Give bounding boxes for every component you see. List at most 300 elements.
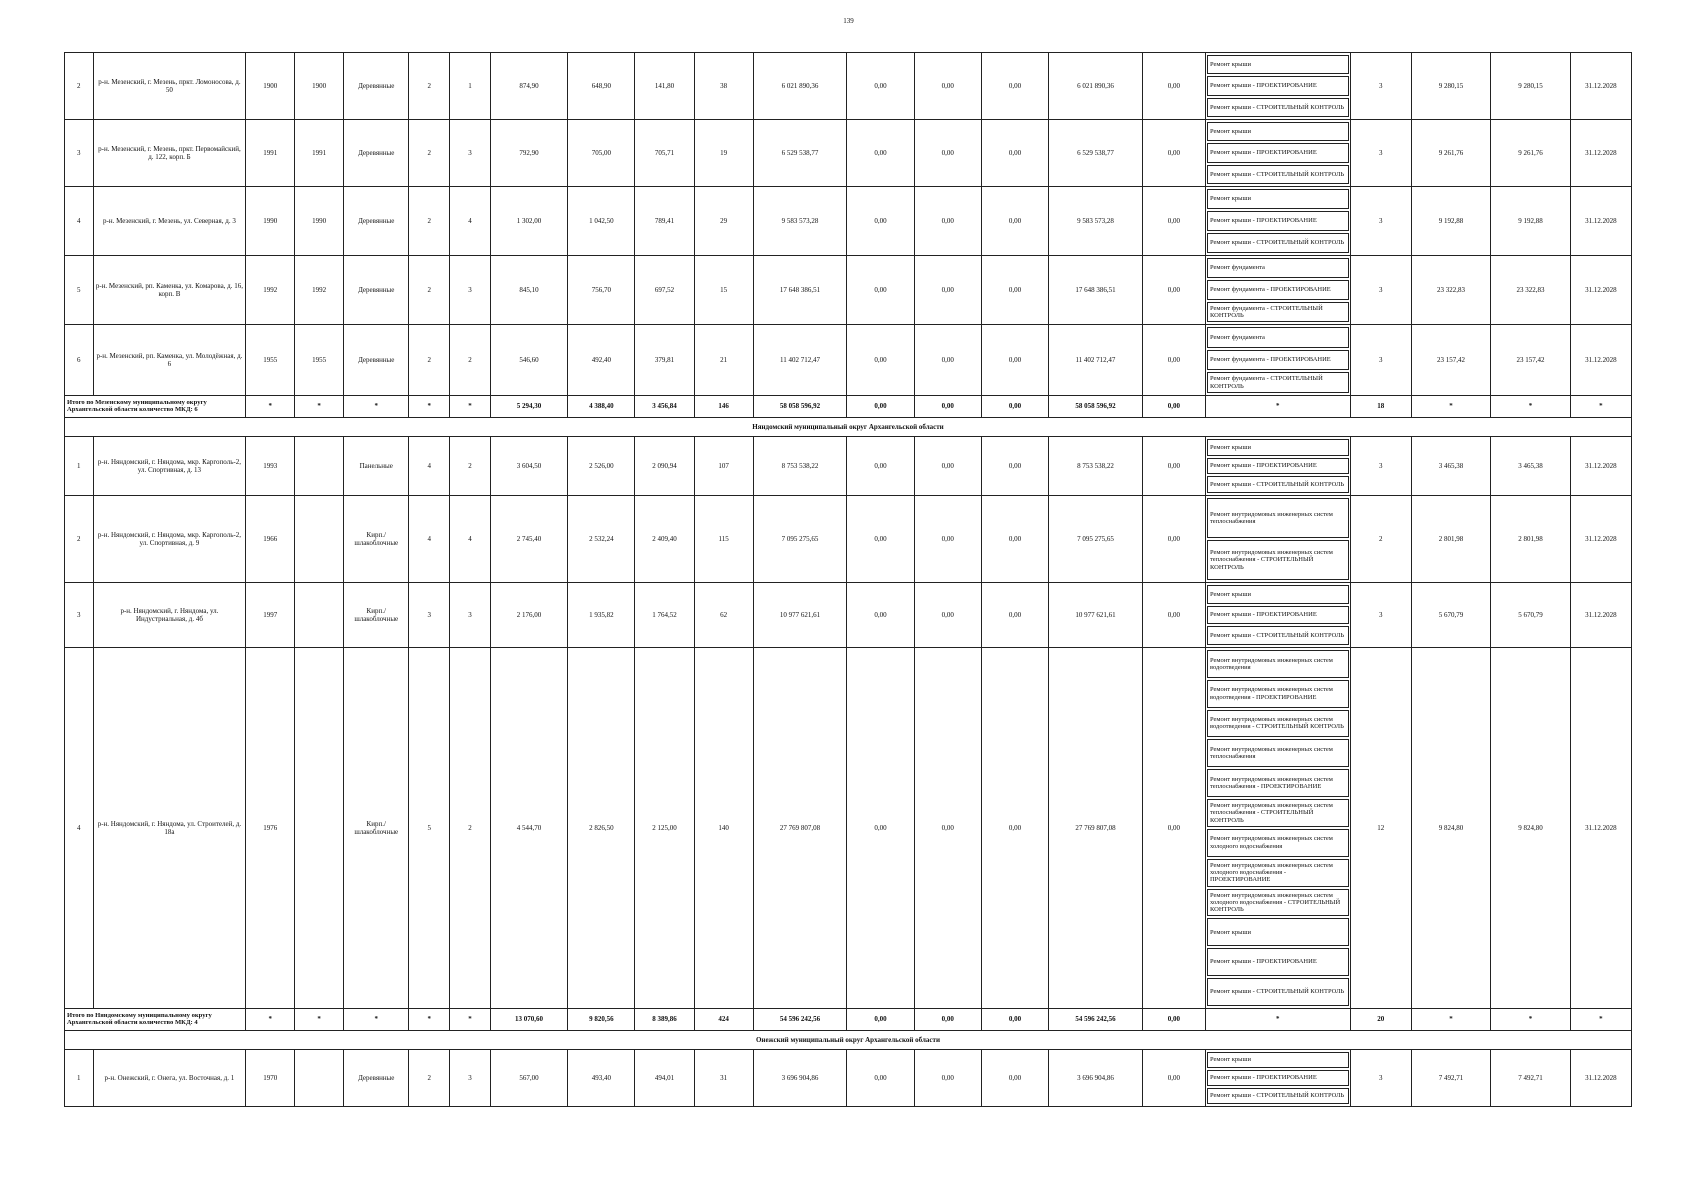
cell-fund-regional: 0,00 xyxy=(914,495,981,582)
cell-n: 4 xyxy=(65,647,94,1008)
section-header-row xyxy=(65,417,1632,436)
section-header: Няндомский муниципальный округ Архангельской области xyxy=(65,417,1632,436)
work-item: Ремонт крыши xyxy=(1207,918,1349,946)
works-list xyxy=(1205,324,1350,395)
total-dash: * xyxy=(1411,395,1490,417)
work-item: Ремонт крыши xyxy=(1207,439,1349,456)
cell-entrances: 3 xyxy=(450,119,491,186)
total-area-total: 9 820,56 xyxy=(568,1008,635,1030)
cell-deadline: 31.12.2028 xyxy=(1570,119,1631,186)
cell-fund-regional: 0,00 xyxy=(914,324,981,395)
cell-commissioned: 1955 xyxy=(295,324,344,395)
cell-fund-other: 0,00 xyxy=(1142,582,1205,647)
work-item: Ремонт фундамента xyxy=(1207,327,1349,348)
cell-fund-regional: 0,00 xyxy=(914,1049,981,1106)
cell-material: Деревянные xyxy=(344,186,409,255)
table-row xyxy=(65,495,1632,582)
total-label: Итого по Няндомскому муниципальному округу Архангельской области количество МКД: 4 xyxy=(65,1008,246,1030)
table-row xyxy=(65,119,1632,186)
total-fund-owners: 54 596 242,56 xyxy=(1049,1008,1143,1030)
cell-area-total: 705,00 xyxy=(568,119,635,186)
cell-unit-cost: 9 280,15 xyxy=(1411,53,1490,120)
cell-cost-total: 9 583 573,28 xyxy=(753,186,847,255)
cell-fund-other: 0,00 xyxy=(1142,436,1205,495)
table-body xyxy=(65,53,1632,1107)
work-item: Ремонт внутридомовых инженерных систем холодного водоснабжения - СТРОИТЕЛЬНЫЙ КОНТРОЛЬ xyxy=(1207,889,1349,917)
cell-n: 1 xyxy=(65,436,94,495)
works-list xyxy=(1205,119,1350,186)
cell-works-count: 12 xyxy=(1350,647,1411,1008)
total-dash: * xyxy=(295,395,344,417)
cell-floors: 3 xyxy=(409,582,450,647)
work-item: Ремонт внутридомовых инженерных систем теплоснабжения - ПРОЕКТИРОВАНИЕ xyxy=(1207,769,1349,797)
cell-limit-cost: 7 492,71 xyxy=(1491,1049,1570,1106)
cell-area-residential: 697,52 xyxy=(635,255,694,324)
cell-fund-other: 0,00 xyxy=(1142,186,1205,255)
cell-n: 3 xyxy=(65,582,94,647)
cell-limit-cost: 9 192,88 xyxy=(1491,186,1570,255)
cell-fund-owners: 10 977 621,61 xyxy=(1049,582,1143,647)
cell-works-count: 3 xyxy=(1350,53,1411,120)
total-dash: * xyxy=(1411,1008,1490,1030)
cell-built: 1900 xyxy=(246,53,295,120)
work-item: Ремонт внутридомовых инженерных систем холодного водоснабжения xyxy=(1207,829,1349,857)
cell-commissioned: 1990 xyxy=(295,186,344,255)
total-dash: * xyxy=(1205,395,1350,417)
cell-total-area: 2 745,40 xyxy=(490,495,567,582)
cell-fund-federal: 0,00 xyxy=(847,255,914,324)
cell-area-total: 492,40 xyxy=(568,324,635,395)
cell-area-residential: 141,80 xyxy=(635,53,694,120)
cell-area-residential: 2 409,40 xyxy=(635,495,694,582)
cell-total-area: 2 176,00 xyxy=(490,582,567,647)
total-fund-regional: 0,00 xyxy=(914,395,981,417)
total-residents: 146 xyxy=(694,395,753,417)
cell-deadline: 31.12.2028 xyxy=(1570,255,1631,324)
cell-floors: 4 xyxy=(409,436,450,495)
cell-built: 1976 xyxy=(246,647,295,1008)
work-item: Ремонт крыши - ПРОЕКТИРОВАНИЕ xyxy=(1207,143,1349,162)
cell-deadline: 31.12.2028 xyxy=(1570,324,1631,395)
section-header: Онежский муниципальный округ Архангельской области xyxy=(65,1030,1632,1049)
cell-area-total: 2 532,24 xyxy=(568,495,635,582)
cell-built: 1970 xyxy=(246,1049,295,1106)
total-dash: * xyxy=(450,395,491,417)
works-list xyxy=(1205,647,1350,1008)
total-area-total: 4 388,40 xyxy=(568,395,635,417)
work-item: Ремонт крыши - СТРОИТЕЛЬНЫЙ КОНТРОЛЬ xyxy=(1207,476,1349,493)
cell-works-count: 2 xyxy=(1350,495,1411,582)
cell-unit-cost: 23 322,83 xyxy=(1411,255,1490,324)
cell-fund-regional: 0,00 xyxy=(914,436,981,495)
work-item: Ремонт фундамента - ПРОЕКТИРОВАНИЕ xyxy=(1207,280,1349,300)
cell-built: 1990 xyxy=(246,186,295,255)
cell-total-area: 874,90 xyxy=(490,53,567,120)
work-item: Ремонт крыши - ПРОЕКТИРОВАНИЕ xyxy=(1207,76,1349,95)
total-residents: 424 xyxy=(694,1008,753,1030)
cell-fund-local: 0,00 xyxy=(981,647,1048,1008)
works-list xyxy=(1205,186,1350,255)
work-item: Ремонт крыши - ПРОЕКТИРОВАНИЕ xyxy=(1207,1070,1349,1086)
works-list xyxy=(1205,255,1350,324)
works-list xyxy=(1205,436,1350,495)
work-item: Ремонт фундамента - ПРОЕКТИРОВАНИЕ xyxy=(1207,350,1349,371)
cell-address: р-н. Няндомский, г. Няндома, ул. Индустриальная, д. 4б xyxy=(93,582,246,647)
cell-unit-cost: 7 492,71 xyxy=(1411,1049,1490,1106)
total-dash: * xyxy=(344,1008,409,1030)
cell-entrances: 2 xyxy=(450,436,491,495)
cell-floors: 5 xyxy=(409,647,450,1008)
total-dash: * xyxy=(450,1008,491,1030)
cell-fund-owners: 8 753 538,22 xyxy=(1049,436,1143,495)
cell-area-total: 756,70 xyxy=(568,255,635,324)
cell-unit-cost: 5 670,79 xyxy=(1411,582,1490,647)
work-item: Ремонт внутридомовых инженерных систем теплоснабжения xyxy=(1207,739,1349,767)
cell-total-area: 4 544,70 xyxy=(490,647,567,1008)
works-list xyxy=(1205,1049,1350,1106)
work-item: Ремонт крыши xyxy=(1207,122,1349,141)
cell-residents: 31 xyxy=(694,1049,753,1106)
cell-area-residential: 2 125,00 xyxy=(635,647,694,1008)
table-row xyxy=(65,436,1632,495)
work-item: Ремонт крыши xyxy=(1207,55,1349,74)
cell-fund-federal: 0,00 xyxy=(847,582,914,647)
work-item: Ремонт крыши xyxy=(1207,1052,1349,1068)
cell-residents: 21 xyxy=(694,324,753,395)
work-item: Ремонт внутридомовых инженерных систем водоотведения - ПРОЕКТИРОВАНИЕ xyxy=(1207,680,1349,708)
work-item: Ремонт крыши - СТРОИТЕЛЬНЫЙ КОНТРОЛЬ xyxy=(1207,1088,1349,1104)
work-item: Ремонт крыши - ПРОЕКТИРОВАНИЕ xyxy=(1207,948,1349,976)
cell-residents: 19 xyxy=(694,119,753,186)
total-dash: * xyxy=(409,395,450,417)
cell-built: 1993 xyxy=(246,436,295,495)
total-works-count: 18 xyxy=(1350,395,1411,417)
work-item: Ремонт внутридомовых инженерных систем водоотведения - СТРОИТЕЛЬНЫЙ КОНТРОЛЬ xyxy=(1207,710,1349,738)
cell-fund-federal: 0,00 xyxy=(847,495,914,582)
cell-fund-owners: 11 402 712,47 xyxy=(1049,324,1143,395)
cell-total-area: 3 604,50 xyxy=(490,436,567,495)
cell-cost-total: 10 977 621,61 xyxy=(753,582,847,647)
cell-unit-cost: 9 824,80 xyxy=(1411,647,1490,1008)
cell-n: 1 xyxy=(65,1049,94,1106)
cell-commissioned xyxy=(295,495,344,582)
cell-fund-local: 0,00 xyxy=(981,324,1048,395)
cell-commissioned: 1991 xyxy=(295,119,344,186)
cell-address: р-н. Онежский, г. Онега, ул. Восточная, д. 1 xyxy=(93,1049,246,1106)
cell-address: р-н. Мезенский, г. Мезень, пркт. Ломоносова, д. 50 xyxy=(93,53,246,120)
total-area-residential: 8 389,86 xyxy=(635,1008,694,1030)
cell-commissioned xyxy=(295,436,344,495)
cell-limit-cost: 3 465,38 xyxy=(1491,436,1570,495)
work-item: Ремонт крыши xyxy=(1207,189,1349,209)
work-item: Ремонт крыши - ПРОЕКТИРОВАНИЕ xyxy=(1207,606,1349,625)
cell-address: р-н. Няндомский, г. Няндома, мкр. Каргополь-2, ул. Спортивная, д. 9 xyxy=(93,495,246,582)
work-item: Ремонт фундамента - СТРОИТЕЛЬНЫЙ КОНТРОЛЬ xyxy=(1207,372,1349,393)
cell-limit-cost: 5 670,79 xyxy=(1491,582,1570,647)
cell-entrances: 4 xyxy=(450,495,491,582)
work-item: Ремонт фундамента - СТРОИТЕЛЬНЫЙ КОНТРОЛЬ xyxy=(1207,302,1349,322)
work-item: Ремонт внутридомовых инженерных систем теплоснабжения - СТРОИТЕЛЬНЫЙ КОНТРОЛЬ xyxy=(1207,540,1349,580)
total-dash: * xyxy=(1570,395,1631,417)
total-dash: * xyxy=(295,1008,344,1030)
total-dash: * xyxy=(409,1008,450,1030)
work-item: Ремонт крыши - ПРОЕКТИРОВАНИЕ xyxy=(1207,458,1349,475)
cell-cost-total: 11 402 712,47 xyxy=(753,324,847,395)
cell-area-total: 2 826,50 xyxy=(568,647,635,1008)
total-total-area: 5 294,30 xyxy=(490,395,567,417)
cell-floors: 4 xyxy=(409,495,450,582)
cell-built: 1966 xyxy=(246,495,295,582)
cell-address: р-н. Няндомский, г. Няндома, мкр. Каргополь-2, ул. Спортивная, д. 13 xyxy=(93,436,246,495)
cell-fund-other: 0,00 xyxy=(1142,495,1205,582)
cell-n: 6 xyxy=(65,324,94,395)
cell-area-residential: 494,01 xyxy=(635,1049,694,1106)
cell-address: р-н. Мезенский, рп. Каменка, ул. Комарова, д. 16, корп. В xyxy=(93,255,246,324)
cell-total-area: 1 302,00 xyxy=(490,186,567,255)
cell-cost-total: 6 529 538,77 xyxy=(753,119,847,186)
cell-fund-local: 0,00 xyxy=(981,1049,1048,1106)
cell-cost-total: 27 769 807,08 xyxy=(753,647,847,1008)
table-row xyxy=(65,582,1632,647)
cell-material: Кирп./ шлакоблочные xyxy=(344,582,409,647)
cell-built: 1992 xyxy=(246,255,295,324)
cell-fund-regional: 0,00 xyxy=(914,647,981,1008)
cell-unit-cost: 9 192,88 xyxy=(1411,186,1490,255)
total-fund-other: 0,00 xyxy=(1142,395,1205,417)
cell-fund-owners: 9 583 573,28 xyxy=(1049,186,1143,255)
cell-material: Кирп./ шлакоблочные xyxy=(344,647,409,1008)
cell-fund-regional: 0,00 xyxy=(914,186,981,255)
cell-commissioned xyxy=(295,647,344,1008)
section-header-row xyxy=(65,1030,1632,1049)
cell-fund-federal: 0,00 xyxy=(847,436,914,495)
cell-residents: 29 xyxy=(694,186,753,255)
total-fund-owners: 58 058 596,92 xyxy=(1049,395,1143,417)
cell-fund-owners: 6 529 538,77 xyxy=(1049,119,1143,186)
cell-total-area: 546,60 xyxy=(490,324,567,395)
cell-address: р-н. Мезенский, рп. Каменка, ул. Молодёжная, д. 6 xyxy=(93,324,246,395)
work-item: Ремонт внутридомовых инженерных систем теплоснабжения - СТРОИТЕЛЬНЫЙ КОНТРОЛЬ xyxy=(1207,799,1349,827)
cell-limit-cost: 23 157,42 xyxy=(1491,324,1570,395)
cell-material: Деревянные xyxy=(344,1049,409,1106)
cell-area-residential: 705,71 xyxy=(635,119,694,186)
cell-works-count: 3 xyxy=(1350,1049,1411,1106)
cell-material: Деревянные xyxy=(344,119,409,186)
cell-entrances: 2 xyxy=(450,647,491,1008)
cell-limit-cost: 9 261,76 xyxy=(1491,119,1570,186)
register-table-container xyxy=(64,52,1632,1107)
total-label: Итого по Мезенскому муниципальному округу Архангельской области количество МКД: 6 xyxy=(65,395,246,417)
cell-area-total: 493,40 xyxy=(568,1049,635,1106)
table-row xyxy=(65,647,1632,1008)
total-total-area: 13 070,60 xyxy=(490,1008,567,1030)
cell-area-residential: 2 090,94 xyxy=(635,436,694,495)
cell-limit-cost: 23 322,83 xyxy=(1491,255,1570,324)
cell-address: р-н. Мезенский, г. Мезень, пркт. Первомайский, д. 122, корп. Б xyxy=(93,119,246,186)
table-row xyxy=(65,1049,1632,1106)
cell-entrances: 4 xyxy=(450,186,491,255)
table-row xyxy=(65,255,1632,324)
cell-commissioned: 1992 xyxy=(295,255,344,324)
total-dash: * xyxy=(1570,1008,1631,1030)
works-list xyxy=(1205,582,1350,647)
cell-n: 4 xyxy=(65,186,94,255)
cell-unit-cost: 2 801,98 xyxy=(1411,495,1490,582)
cell-works-count: 3 xyxy=(1350,255,1411,324)
cell-commissioned xyxy=(295,582,344,647)
cell-area-total: 1 042,50 xyxy=(568,186,635,255)
cell-material: Кирп./ шлакоблочные xyxy=(344,495,409,582)
total-dash: * xyxy=(246,395,295,417)
total-dash: * xyxy=(1205,1008,1350,1030)
cell-fund-local: 0,00 xyxy=(981,495,1048,582)
cell-deadline: 31.12.2028 xyxy=(1570,647,1631,1008)
cell-fund-federal: 0,00 xyxy=(847,324,914,395)
cell-fund-owners: 6 021 890,36 xyxy=(1049,53,1143,120)
work-item: Ремонт внутридомовых инженерных систем теплоснабжения xyxy=(1207,498,1349,538)
register-table xyxy=(64,52,1632,1107)
cell-residents: 38 xyxy=(694,53,753,120)
total-row xyxy=(65,1008,1632,1030)
total-works-count: 20 xyxy=(1350,1008,1411,1030)
cell-fund-regional: 0,00 xyxy=(914,582,981,647)
cell-entrances: 3 xyxy=(450,255,491,324)
work-item: Ремонт крыши - ПРОЕКТИРОВАНИЕ xyxy=(1207,211,1349,231)
cell-fund-federal: 0,00 xyxy=(847,186,914,255)
cell-fund-federal: 0,00 xyxy=(847,647,914,1008)
table-row xyxy=(65,186,1632,255)
work-item: Ремонт внутридомовых инженерных систем холодного водоснабжения - ПРОЕКТИРОВАНИЕ xyxy=(1207,859,1349,887)
cell-fund-owners: 27 769 807,08 xyxy=(1049,647,1143,1008)
cell-area-total: 1 935,82 xyxy=(568,582,635,647)
cell-area-residential: 379,81 xyxy=(635,324,694,395)
cell-deadline: 31.12.2028 xyxy=(1570,1049,1631,1106)
cell-residents: 15 xyxy=(694,255,753,324)
cell-total-area: 792,90 xyxy=(490,119,567,186)
cell-fund-local: 0,00 xyxy=(981,582,1048,647)
cell-works-count: 3 xyxy=(1350,186,1411,255)
cell-cost-total: 7 095 275,65 xyxy=(753,495,847,582)
cell-n: 2 xyxy=(65,53,94,120)
cell-area-residential: 1 764,52 xyxy=(635,582,694,647)
cell-cost-total: 6 021 890,36 xyxy=(753,53,847,120)
cell-built: 1955 xyxy=(246,324,295,395)
work-item: Ремонт крыши - СТРОИТЕЛЬНЫЙ КОНТРОЛЬ xyxy=(1207,165,1349,184)
total-cost-total: 54 596 242,56 xyxy=(753,1008,847,1030)
work-item: Ремонт внутридомовых инженерных систем водоотведения xyxy=(1207,650,1349,678)
table-row xyxy=(65,324,1632,395)
page-number: 139 xyxy=(843,17,854,25)
cell-unit-cost: 9 261,76 xyxy=(1411,119,1490,186)
cell-n: 2 xyxy=(65,495,94,582)
work-item: Ремонт крыши - СТРОИТЕЛЬНЫЙ КОНТРОЛЬ xyxy=(1207,98,1349,117)
cell-fund-other: 0,00 xyxy=(1142,1049,1205,1106)
cell-fund-other: 0,00 xyxy=(1142,119,1205,186)
cell-floors: 2 xyxy=(409,53,450,120)
cell-works-count: 3 xyxy=(1350,119,1411,186)
cell-address: р-н. Мезенский, г. Мезень, ул. Северная, д. 3 xyxy=(93,186,246,255)
cell-fund-federal: 0,00 xyxy=(847,119,914,186)
cell-commissioned xyxy=(295,1049,344,1106)
cell-fund-other: 0,00 xyxy=(1142,53,1205,120)
cell-limit-cost: 9 824,80 xyxy=(1491,647,1570,1008)
cell-material: Деревянные xyxy=(344,255,409,324)
cell-commissioned: 1900 xyxy=(295,53,344,120)
cell-cost-total: 17 648 386,51 xyxy=(753,255,847,324)
cell-entrances: 3 xyxy=(450,1049,491,1106)
cell-address: р-н. Няндомский, г. Няндома, ул. Строителей, д. 18а xyxy=(93,647,246,1008)
cell-unit-cost: 23 157,42 xyxy=(1411,324,1490,395)
cell-works-count: 3 xyxy=(1350,582,1411,647)
cell-fund-owners: 17 648 386,51 xyxy=(1049,255,1143,324)
cell-fund-owners: 3 696 904,86 xyxy=(1049,1049,1143,1106)
cell-fund-local: 0,00 xyxy=(981,186,1048,255)
cell-fund-regional: 0,00 xyxy=(914,53,981,120)
cell-deadline: 31.12.2028 xyxy=(1570,436,1631,495)
cell-n: 3 xyxy=(65,119,94,186)
cell-works-count: 3 xyxy=(1350,436,1411,495)
work-item: Ремонт крыши - СТРОИТЕЛЬНЫЙ КОНТРОЛЬ xyxy=(1207,233,1349,253)
cell-built: 1991 xyxy=(246,119,295,186)
cell-fund-other: 0,00 xyxy=(1142,324,1205,395)
work-item: Ремонт крыши xyxy=(1207,585,1349,604)
works-list xyxy=(1205,495,1350,582)
total-dash: * xyxy=(246,1008,295,1030)
table-row xyxy=(65,53,1632,120)
cell-material: Панельные xyxy=(344,436,409,495)
cell-cost-total: 8 753 538,22 xyxy=(753,436,847,495)
cell-fund-local: 0,00 xyxy=(981,53,1048,120)
cell-fund-local: 0,00 xyxy=(981,119,1048,186)
cell-fund-regional: 0,00 xyxy=(914,255,981,324)
cell-deadline: 31.12.2028 xyxy=(1570,186,1631,255)
cell-built: 1997 xyxy=(246,582,295,647)
total-dash: * xyxy=(1491,1008,1570,1030)
total-cost-total: 58 058 596,92 xyxy=(753,395,847,417)
total-dash: * xyxy=(344,395,409,417)
cell-material: Деревянные xyxy=(344,53,409,120)
cell-residents: 140 xyxy=(694,647,753,1008)
cell-n: 5 xyxy=(65,255,94,324)
cell-floors: 2 xyxy=(409,1049,450,1106)
total-fund-federal: 0,00 xyxy=(847,1008,914,1030)
cell-works-count: 3 xyxy=(1350,324,1411,395)
cell-fund-federal: 0,00 xyxy=(847,53,914,120)
cell-deadline: 31.12.2028 xyxy=(1570,495,1631,582)
cell-fund-other: 0,00 xyxy=(1142,255,1205,324)
cell-material: Деревянные xyxy=(344,324,409,395)
cell-fund-other: 0,00 xyxy=(1142,647,1205,1008)
cell-floors: 2 xyxy=(409,255,450,324)
cell-area-residential: 789,41 xyxy=(635,186,694,255)
cell-floors: 2 xyxy=(409,186,450,255)
cell-entrances: 2 xyxy=(450,324,491,395)
cell-deadline: 31.12.2028 xyxy=(1570,582,1631,647)
cell-area-total: 2 526,00 xyxy=(568,436,635,495)
cell-fund-local: 0,00 xyxy=(981,436,1048,495)
cell-fund-regional: 0,00 xyxy=(914,119,981,186)
cell-entrances: 1 xyxy=(450,53,491,120)
cell-limit-cost: 9 280,15 xyxy=(1491,53,1570,120)
cell-total-area: 567,00 xyxy=(490,1049,567,1106)
cell-area-total: 648,90 xyxy=(568,53,635,120)
total-area-residential: 3 456,84 xyxy=(635,395,694,417)
cell-residents: 62 xyxy=(694,582,753,647)
cell-residents: 115 xyxy=(694,495,753,582)
cell-fund-federal: 0,00 xyxy=(847,1049,914,1106)
work-item: Ремонт фундамента xyxy=(1207,258,1349,278)
total-dash: * xyxy=(1491,395,1570,417)
